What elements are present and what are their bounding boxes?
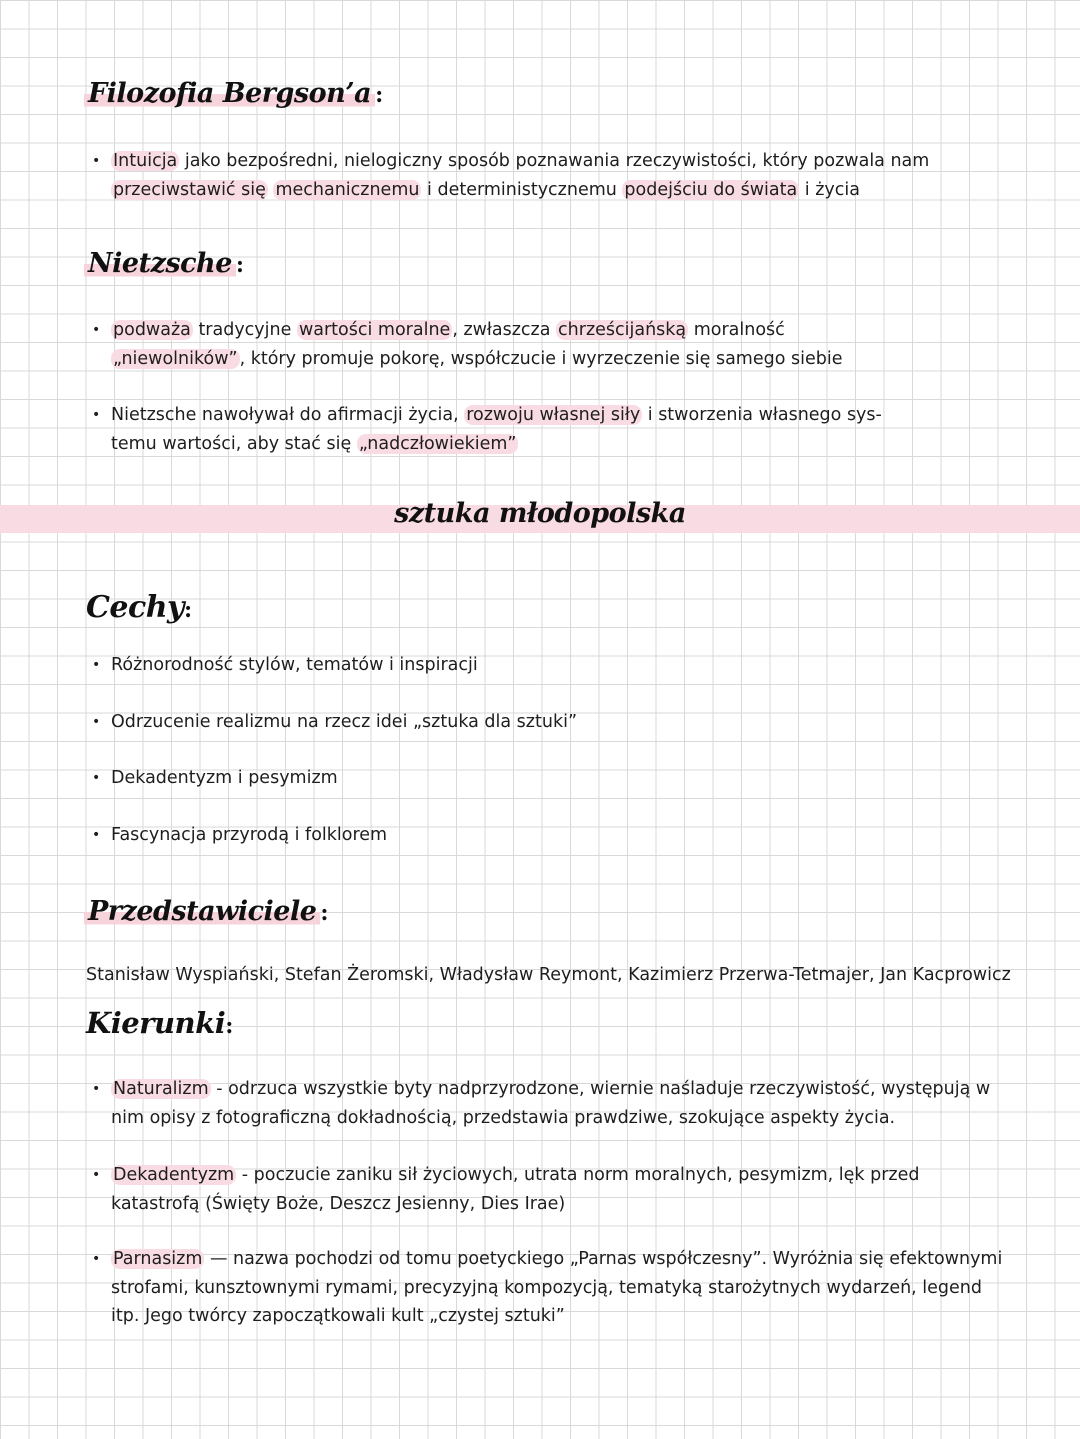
highlighted-phrase: Naturalizm [113, 1079, 209, 1099]
przedstawiciele-list: Stanisław Wyspiański, Stefan Żeromski, Władysław Reymont, Kazimierz Przerwa-Tetmajer, Jan Kacprowicz [86, 965, 1011, 985]
text-fragment: - poczucie zaniku sił życiowych, utrata norm moralnych, pesymizm, lęk przed katastrofą (Święty Boże, Deszcz Jesienny, Dies Irae) [111, 1165, 920, 1214]
cechy-item-text: Fascynacja przyrodą i folklorem [111, 825, 388, 845]
heading-colon: : [225, 1013, 233, 1039]
cechy-item-text: Dekadentyzm i pesymizm [111, 768, 338, 788]
text-fragment: - odrzuca wszystkie byty nadprzyrodzone, wiernie naśladuje rzeczywistość, występują w nim opisy z fotograficzną dokładnością, przedstawia prawdziwe, szokujące aspekty życia. [111, 1079, 991, 1128]
text-fragment: i życia [799, 179, 860, 200]
text-fragment: — nazwa pochodzi od tomu poetyckiego „Parnas współczesny”. Wyróżnia się efektownymi strofami, kunsztownymi rymami, precyzyjną kompozycją, tematyką starożytnych wydarzeń, legend itp. Jego twórcy zapoczątkowali kult „czystej sztuki” [111, 1249, 1003, 1326]
heading-bergson [84, 78, 383, 109]
heading-colon: : [320, 900, 329, 926]
bullet-dot: • [92, 714, 101, 730]
highlighted-phrase: podejściu do świata [624, 179, 798, 200]
bullet-dot: • [92, 1081, 101, 1097]
heading-cechy [86, 590, 192, 625]
heading-nietzsche [84, 248, 244, 279]
bullet-dot: • [92, 407, 101, 423]
text-fragment: i deterministycznemu [421, 179, 623, 200]
cechy-item [92, 708, 1022, 737]
text-fragment: , który promuje pokorę, współczucie i wyrzeczenie się samego siebie [239, 348, 843, 369]
heading-bergson-text: Filozofia Bergson’a [84, 78, 375, 109]
kierunki-item [92, 1245, 1012, 1331]
highlighted-phrase: rozwoju własnej siły [466, 405, 641, 425]
text-fragment: moralność [688, 320, 785, 340]
bergson-item [92, 147, 1022, 204]
highlighted-phrase: mechanicznemu [275, 179, 420, 200]
nietzsche-item-text [111, 401, 882, 458]
highlighted-phrase: wartości moralne [298, 320, 451, 340]
heading-colon: : [235, 252, 244, 278]
cechy-item-text: Różnorodność stylów, tematów i inspiracji [111, 655, 478, 675]
text-fragment: jako bezpośredni, nielogiczny sposób poznawania rzeczywistości, który pozwala nam [179, 151, 930, 171]
heading-cechy-text: Cechy [86, 590, 184, 625]
heading-colon: : [375, 82, 383, 108]
text-fragment: i stworzenia własnego sys-temu wartości, aby stać się [111, 405, 882, 454]
nietzsche-item [92, 316, 912, 373]
highlighted-phrase: „niewolników” [113, 348, 238, 369]
nietzsche-item-text [111, 316, 912, 373]
heading-colon: : [183, 597, 192, 623]
bullet-dot: • [92, 770, 101, 786]
bullet-dot: • [92, 1167, 101, 1183]
bergson-item-text [111, 147, 1022, 204]
highlighted-phrase: Intuicja [113, 151, 178, 171]
highlighted-phrase: Parnasizm [113, 1249, 203, 1269]
heading-kierunki-text: Kierunki [86, 1006, 226, 1040]
cechy-item [92, 764, 1022, 793]
highlighted-phrase: podważa [113, 320, 191, 340]
kierunki-item-text [111, 1075, 992, 1132]
nietzsche-item [92, 401, 882, 458]
section-banner-title: sztuka młodopolska [394, 498, 686, 529]
heading-nietzsche-text: Nietzsche [84, 248, 236, 279]
highlighted-phrase: „nadczłowiekiem” [358, 433, 517, 454]
text-fragment: Nietzsche nawoływał do afirmacji życia, [111, 405, 465, 425]
kierunki-item [92, 1075, 992, 1132]
heading-przedstawiciele [84, 896, 328, 927]
text-fragment: tradycyjne [192, 320, 297, 340]
cechy-item [92, 651, 1022, 680]
bullet-dot: • [92, 657, 101, 673]
heading-kierunki [86, 1006, 233, 1040]
kierunki-item-text [111, 1245, 1012, 1331]
bullet-dot: • [92, 153, 101, 169]
cechy-item [92, 821, 1022, 850]
highlighted-phrase: przeciwstawić się [113, 179, 266, 200]
kierunki-item-text [111, 1161, 1012, 1218]
text-fragment: , zwłaszcza [452, 320, 557, 340]
bullet-dot: • [92, 827, 101, 843]
bullet-dot: • [92, 322, 101, 338]
heading-przedstawiciele-text: Przedstawiciele [84, 896, 320, 927]
highlighted-phrase: Dekadentyzm [113, 1165, 235, 1185]
bullet-dot: • [92, 1251, 101, 1267]
cechy-item-text: Odrzucenie realizmu na rzecz idei „sztuka dla sztuki” [111, 712, 578, 732]
highlighted-phrase: chrześcijańską [558, 320, 687, 340]
kierunki-item [92, 1161, 1012, 1218]
